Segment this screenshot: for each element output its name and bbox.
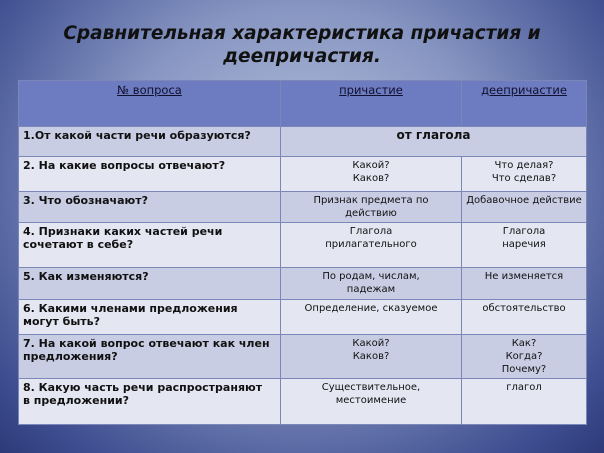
title-line-2: деепричастия.: [223, 46, 381, 67]
question-cell: 5. Как изменяются?: [19, 268, 281, 300]
participle-cell: По родам, числам, падежам: [281, 268, 462, 300]
table-row: [19, 335, 587, 379]
header-question-number: № вопроса: [19, 81, 281, 127]
comparison-table: [18, 80, 587, 425]
header-gerund: деепричастие: [462, 81, 587, 127]
question-cell: 4. Признаки каких частей речи сочетают в себе?: [19, 223, 281, 268]
question-cell: 6. Какими членами предложения могут быть?: [19, 300, 281, 335]
table-row: [19, 127, 587, 157]
gerund-cell: Глагола наречия: [462, 223, 587, 268]
question-cell: 3. Что обозначают?: [19, 192, 281, 223]
slide-title: [0, 22, 604, 68]
table-row: [19, 192, 587, 223]
gerund-cell: Не изменяется: [462, 268, 587, 300]
gerund-cell: Что делая? Что сделав?: [462, 157, 587, 192]
participle-cell: Глагола прилагательного: [281, 223, 462, 268]
table-row: [19, 157, 587, 192]
header-participle: причастие: [281, 81, 462, 127]
participle-cell: Признак предмета по действию: [281, 192, 462, 223]
question-cell: 2. На какие вопросы отвечают?: [19, 157, 281, 192]
gerund-cell: Как? Когда? Почему?: [462, 335, 587, 379]
participle-cell: Какой? Каков?: [281, 157, 462, 192]
participle-cell: Определение, сказуемое: [281, 300, 462, 335]
participle-cell: Какой? Каков?: [281, 335, 462, 379]
question-cell: 8. Какую часть речи распространяют в предложении?: [19, 379, 281, 425]
question-cell: 7. На какой вопрос отвечают как член предложения?: [19, 335, 281, 379]
table-row: [19, 268, 587, 300]
gerund-cell: глагол: [462, 379, 587, 425]
table-row: [19, 300, 587, 335]
gerund-cell: обстоятельство: [462, 300, 587, 335]
title-line-1: Сравнительная характеристика причастия и: [63, 23, 541, 44]
gerund-cell: Добавочное действие: [462, 192, 587, 223]
participle-cell: Существительное, местоимение: [281, 379, 462, 425]
question-cell: 1.От какой части речи образуются?: [19, 127, 281, 157]
table-row: [19, 223, 587, 268]
answer-merged-cell: от глагола: [281, 127, 587, 157]
table-row: [19, 379, 587, 425]
table-header-row: [19, 81, 587, 127]
